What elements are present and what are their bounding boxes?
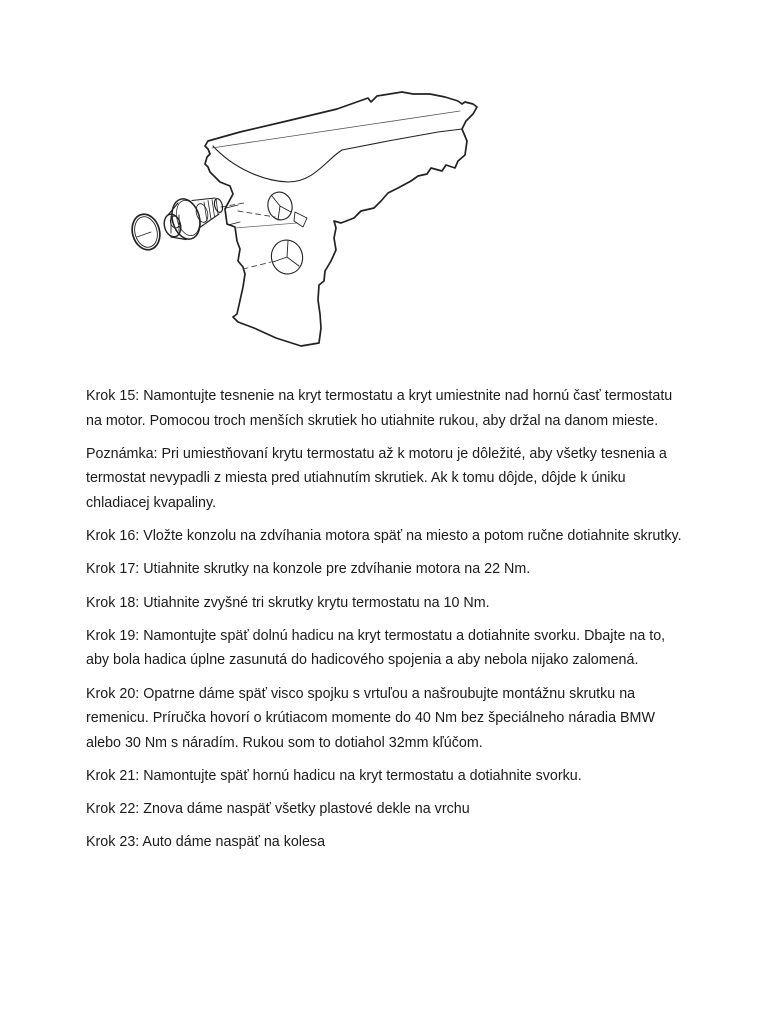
engine-outline: [205, 92, 477, 346]
paragraph-krok-18: Krok 18: Utiahnite zvyšné tri skrutky krytu termostatu na 10 Nm.: [86, 594, 490, 611]
o-ring-highlight-line: [137, 232, 151, 237]
paragraph-krok-17: Krok 17: Utiahnite skrutky na konzole pre zdvíhanie motora na 22 Nm.: [86, 561, 531, 578]
instruction-text-block: [86, 384, 690, 863]
thermostat-neck-step: [194, 202, 210, 223]
paragraph-krok-20: Krok 20: Opatrne dáme späť visco spojku s vrtuľou a našroubujte montážnu skrutku na remenicu. Príručka hovorí o krútiacom momente do 40 Nm bez špeciálneho náradia BMW alebo 30 Nm s náradím. Rukou som to dotiahol 32mm kľúčom.: [86, 685, 655, 751]
engine-thermostat-diagram: [128, 84, 484, 360]
paragraph-krok-23: Krok 23: Auto dáme naspäť na kolesa: [86, 834, 326, 851]
thermostat-assembly: [128, 196, 224, 253]
paragraph-krok-22: Krok 22: Znova dáme naspäť všetky plastové dekle na vrchu: [86, 801, 470, 818]
mount-slot-lines: [226, 205, 240, 225]
engine-diagram-svg: [128, 84, 484, 360]
block-opening-lower-spokes: [273, 241, 299, 266]
thermostat-stud-end: [213, 198, 224, 213]
alignment-dashed-lines: [221, 203, 275, 269]
block-boss-quad: [294, 212, 307, 227]
paragraph-krok-15: Krok 15: Namontujte tesnenie na kryt termostatu a kryt umiestnite nad hornú časť termostatu na motor. Pomocou troch menších skrutiek ho utiahnite rukou, aby držal na danom mieste.: [86, 388, 673, 429]
paragraph-poznamka: Poznámka: Pri umiestňovaní krytu termostatu až k motoru je dôležité, aby všetky tesnenia a termostat nevypadli z miesta pred utiahnutím skrutiek. Ak k tomu dôjde, dôjde k úniku chladiacej kvapaliny.: [86, 445, 667, 511]
paragraph-krok-16: Krok 16: Vložte konzolu na zdvíhania motora späť na miesto a potom ručne dotiahnite skrutky.: [86, 528, 682, 545]
block-face-line: [235, 223, 297, 228]
paragraph-krok-21: Krok 21: Namontujte späť hornú hadicu na kryt termostatu a dotiahnite svorku.: [86, 767, 582, 784]
paragraph-krok-19: Krok 19: Namontujte späť dolnú hadicu na kryt termostatu a dotiahnite svorku. Dbajte na to, aby bola hadica úplne zasunutá do hadicového spojenia a aby nebola nijako zalomená.: [86, 627, 666, 669]
